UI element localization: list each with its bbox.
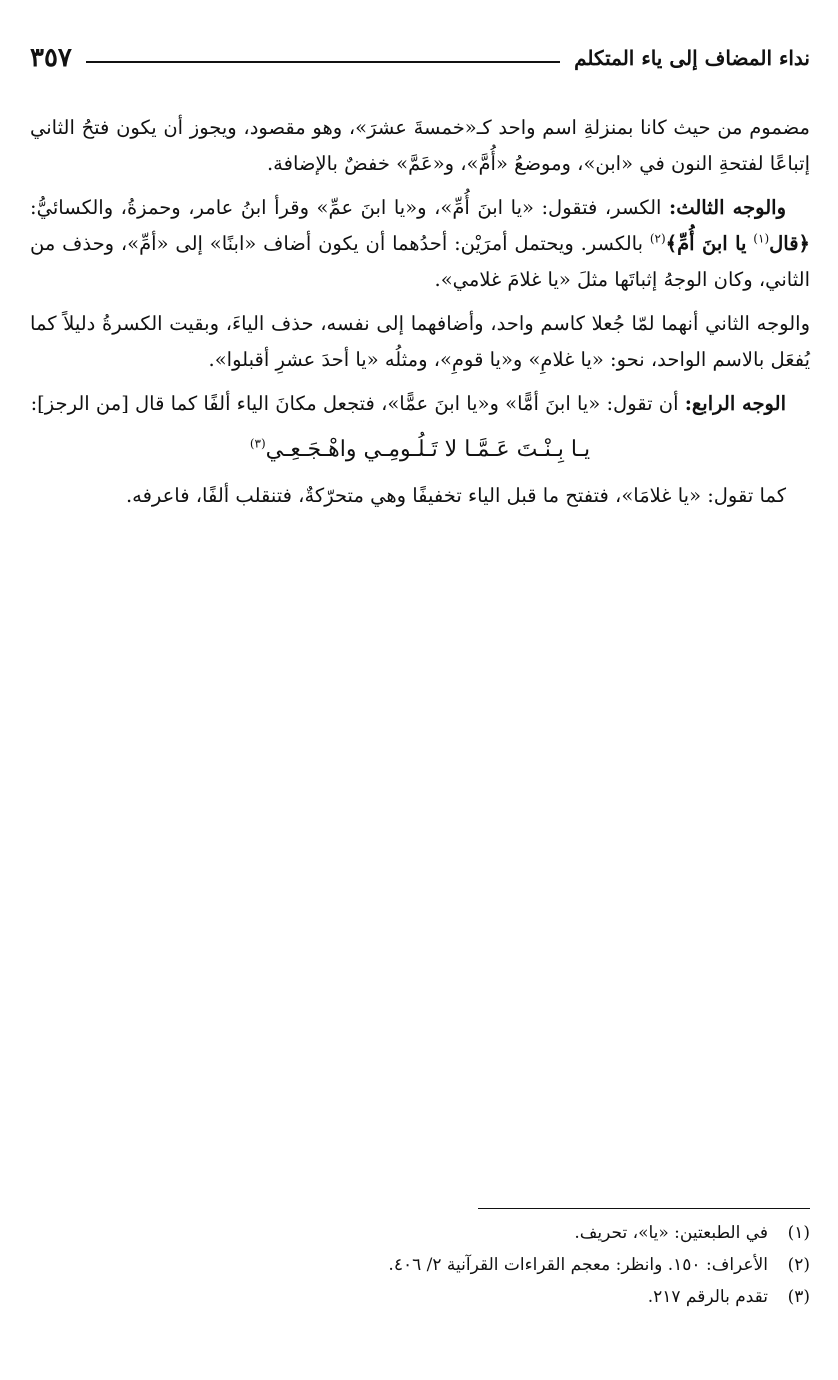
paragraph-2-text-a: الكسر، فتقول: «يا ابنَ أُمِّ»، و«يا ابنَ عمِّ» وقرأ ابنُ عامر، وحمزةُ، والكسائيُّ: [30, 196, 662, 219]
page-number: ٣٥٧ [30, 43, 72, 73]
verse-text: يـا بِـنْـتَ عَـمَّـا لا تَـلُـومِـي واهْـجَـعِـي [265, 437, 591, 462]
footnote-3 [30, 1281, 810, 1313]
footnote-ref-2[interactable]: (٢) [649, 231, 666, 246]
footnote-ref-3[interactable]: (٣) [249, 436, 266, 451]
paragraph-1: مضموم من حيث كانا بمنزلةِ اسم واحد كـ«خمسةَ عشرَ»، وهو مقصود، ويجوز أن يكون فتحُ الثاني إتباعًا لفتحةِ النون في «ابن»، وموضعُ «أُمَّ»، و«عَمَّ» خفضٌ بالإضافة. [30, 116, 810, 175]
footnote-1 [30, 1217, 810, 1249]
footnote-number: (٢) [787, 1255, 810, 1275]
quran-quote-start: ﴿قال [769, 232, 810, 255]
main-text [30, 110, 810, 522]
paragraph-4-text: أن تقول: «يا ابنَ أمًّا» و«يا ابنَ عمًّا»، فتجعل مكانَ الياء ألفًا كما قال [من الرجز]: [30, 392, 679, 415]
footnotes-section [30, 1208, 810, 1313]
book-page [30, 38, 810, 1348]
paragraph-2 [30, 190, 810, 298]
footnote-number: (١) [787, 1223, 810, 1243]
footnote-number: (٣) [787, 1287, 810, 1307]
quran-quote-end: يا ابنَ أُمِّ﴾ [665, 232, 747, 255]
footnote-ref-1[interactable]: (١) [753, 231, 770, 246]
paragraph-5: كما تقول: «يا غلامَا»، فتفتح ما قبل الياء تخفيفًا وهي متحرّكةٌ، فتنقلب ألفًا، فاعرفه. [125, 484, 786, 507]
section-heading-third: والوجه الثالث: [669, 196, 786, 219]
paragraph-2-text-b: بالكسر. ويحتمل أمرَيْن: أحدُهما أن يكون أضاف «ابنًا» إلى «أمِّ»، وحذف من الثاني، وكان الوجهُ إثباتَها مثلَ «يا غلامَ غلامي». [30, 232, 810, 291]
running-head [30, 38, 810, 78]
footnote-rule [478, 1208, 810, 1209]
header-rule [86, 61, 560, 63]
chapter-title: نداء المضاف إلى ياء المتكلم [574, 46, 810, 70]
footnote-text: تقدم بالرقم ٢١٧. [647, 1287, 768, 1307]
paragraph-3: والوجه الثاني أنهما لمّا جُعلا كاسم واحد، وأضافهما إلى نفسه، حذف الياءَ، وبقيت الكسرةُ دليلاً كما يُفعَل بالاسم الواحد، نحو: «يا غلامِ» و«يا قومِ»، ومثلُه «يا أحدَ عشرِ أقبلوا». [30, 312, 810, 371]
paragraph-4 [30, 386, 810, 422]
poetry-verse [30, 430, 810, 470]
footnote-2 [30, 1249, 810, 1281]
section-heading-fourth: الوجه الرابع: [684, 392, 786, 415]
footnote-text: في الطبعتين: «يا»، تحريف. [574, 1223, 768, 1243]
footnote-text: الأعراف: ١٥٠. وانظر: معجم القراءات القرآنية ٢/ ٤٠٦. [388, 1255, 768, 1275]
